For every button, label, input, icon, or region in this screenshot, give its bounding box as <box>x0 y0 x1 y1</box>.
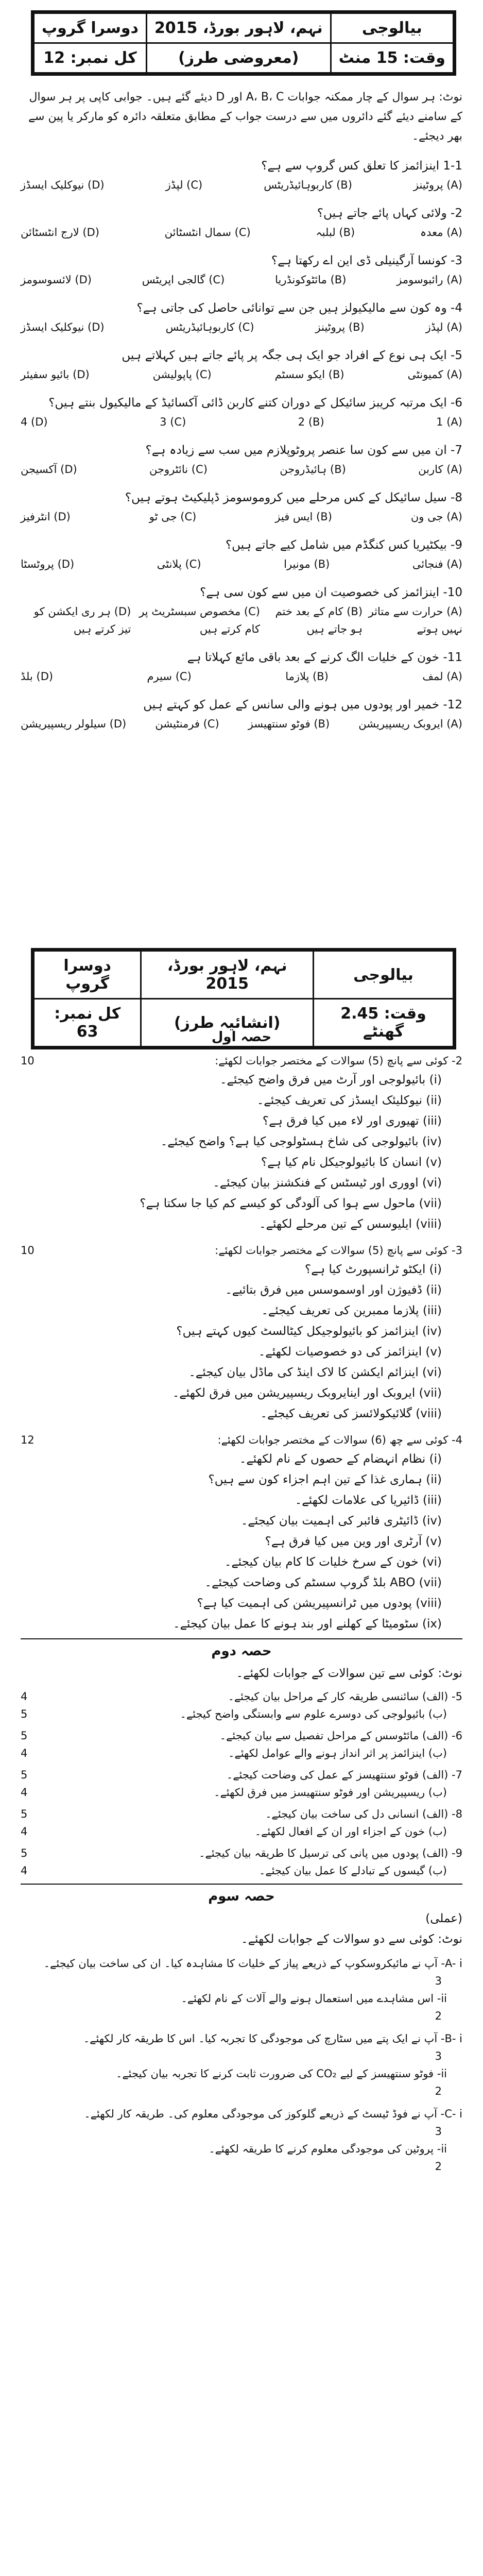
mcq-option: (B) 2 <box>298 416 324 428</box>
mcq-option: (B) ایکو سسٹم <box>274 368 344 381</box>
long-question-marks: 5 <box>21 1808 28 1820</box>
mcq-option: (B) مونیرا <box>284 558 330 570</box>
mcq-option: (A) فنجائی <box>412 558 462 570</box>
practical-marks-row <box>21 1972 462 1990</box>
mcq-question: 6- ایک مرتبہ کریبز سائیکل کے دوران کتنے کاربن ڈائی آکسائیڈ کے مالیکیول بنتے ہیں؟ <box>48 396 462 410</box>
practical-marks: 3 <box>435 2125 442 2138</box>
practical-marks-row <box>21 2047 462 2065</box>
practical-part <box>21 2030 462 2047</box>
short-question-item: (iv) بائیولوجی کی شاخ ہسٹولوجی کیا ہے؟ واضح کیجئے۔ <box>160 1135 442 1148</box>
subject-title: بیالوجی <box>314 951 454 999</box>
mcq-option: (B) فوٹو سنتھیسز <box>248 718 330 730</box>
subject-title: بیالوجی <box>331 13 453 43</box>
long-question <box>21 1766 462 1801</box>
question-marks: 10 <box>21 1244 34 1257</box>
short-question-item: (iv) ڈائیٹری فائبر کی اہمیت بیان کیجئے۔ <box>240 1514 442 1528</box>
long-question-marks: 4 <box>21 1690 28 1703</box>
mcq-option: (B) مائٹوکونڈریا <box>275 274 347 286</box>
mcq-option: (C) سمال انٹسٹائن <box>164 226 251 239</box>
practical-marks: 3 <box>435 2050 442 2062</box>
mcq-option: (C) لپڈز <box>165 179 203 191</box>
objective-header <box>31 10 456 76</box>
short-question-item: (ix) سٹومیٹا کے کھلنے اور بند ہونے کا عمل بیان کیجئے۔ <box>173 1617 442 1631</box>
short-question-block <box>21 1431 462 1634</box>
time-label: وقت: 2.45 گھنٹے <box>314 999 454 1047</box>
short-question-item: (v) اینزائمز کی دو خصوصیات لکھئے۔ <box>258 1345 442 1359</box>
mcq-option: (C) 3 <box>160 416 186 428</box>
short-question-item: (viii) گلائیکولائسز کی تعریف کیجئے۔ <box>260 1407 442 1420</box>
mcq-option: (C) پلانٹی <box>157 558 201 570</box>
board-year: نہم، لاہور بورڈ، 2015 <box>141 951 314 999</box>
long-questions <box>21 1688 462 1879</box>
long-question-part <box>21 1705 462 1723</box>
long-question-marks: 5 <box>21 1708 28 1720</box>
mcq-question: 7- ان میں سے کون سا عنصر پروٹوپلازم میں سب سے زیادہ ہے؟ <box>145 444 462 457</box>
mcq-option: (D) ہر ری ایکشن کو تیز کرتے ہیں <box>33 605 131 635</box>
mcq-item <box>21 393 462 431</box>
mcq-question: 8- سیل سائیکل کے کس مرحلے میں کروموسومز ڈپلیکیٹ ہوتے ہیں؟ <box>125 491 462 504</box>
mcq-option: (A) کمیونٹی <box>407 368 462 381</box>
short-question-item: (ii) نیوکلیئک ایسڈز کی تعریف کیجئے۔ <box>256 1094 442 1107</box>
mcq-list <box>21 156 462 733</box>
long-question-part <box>21 1844 462 1862</box>
short-question-item: (ii) ڈفیوژن اور اوسموسس میں فرق بتائیے۔ <box>225 1283 442 1297</box>
mcq-option: (A) جی ون <box>410 511 462 523</box>
long-question-text: 9- (الف) پودوں میں پانی کی ترسیل کا طریقہ بیان کیجئے۔ <box>199 1847 462 1859</box>
mcq-item <box>21 647 462 685</box>
mcq-options <box>21 603 462 638</box>
long-question-text: 6- (الف) مائٹوسس کے مراحل تفصیل سے بیان کیجئے۔ <box>219 1730 462 1742</box>
mcq-option: (B) پلازما <box>285 670 329 683</box>
board-year: نہم، لاہور بورڈ، 2015 <box>146 13 331 43</box>
short-questions <box>21 1052 462 1634</box>
short-question-item: (v) آرٹری اور وین میں کیا فرق ہے؟ <box>265 1535 442 1548</box>
objective-section <box>21 88 462 733</box>
long-question-marks: 4 <box>21 1825 28 1838</box>
total-marks: کل نمبر: 63 <box>34 999 141 1047</box>
divider <box>21 1638 462 1639</box>
practical-text: ii- اس مشاہدے میں استعمال ہونے والے آلات کے نام لکھئے۔ <box>181 1992 447 2005</box>
mcq-option: (D) لائسوسومز <box>21 274 92 286</box>
mcq-option: (B) کاربوہائیڈریٹس <box>264 179 352 191</box>
mcq-option: (B) لبلبہ <box>316 226 355 239</box>
mcq-option: (A) معدہ <box>420 226 462 239</box>
short-question-item: (iii) ڈائیریا کی علامات لکھئے۔ <box>295 1494 442 1507</box>
mcq-option: (B) پروٹینز <box>315 321 365 333</box>
practical-question <box>21 1955 462 2025</box>
practical-questions <box>21 1955 462 2175</box>
long-question-text: 5- (الف) سائنسی طریقہ کار کے مراحل بیان کیجئے۔ <box>228 1690 462 1703</box>
mcq-question: 10- اینزائمز کی خصوصیت ان میں سے کون سی ہے؟ <box>200 586 462 599</box>
practical-text: ii- پروٹین کی موجودگی معلوم کرنے کا طریقہ لکھئے۔ <box>209 2143 447 2155</box>
practical-text: ii- فوٹو سنتھیسز کے لیے CO₂ کی ضرورت ثابت کرنے کا تجربہ بیان کیجئے۔ <box>116 2067 447 2080</box>
short-question-item: (vii) ماحول سے ہوا کی آلودگی کو کیسے کم کیا جا سکتا ہے؟ <box>140 1197 442 1210</box>
mcq-question: 11- خون کے خلیات الگ کرنے کے بعد باقی مائع کہلاتا ہے <box>187 651 462 664</box>
short-question-heading <box>21 1052 462 1070</box>
mcq-options <box>21 715 462 733</box>
long-question-text: (ب) خون کے اجزاء اور ان کے افعال لکھئے۔ <box>254 1825 447 1838</box>
short-question-item: (i) بائیولوجی اور آرٹ میں فرق واضح کیجئے۔ <box>220 1073 442 1087</box>
mcq-question: 1-1 اینزائمز کا تعلق کس گروپ سے ہے؟ <box>261 159 462 173</box>
mcq-option: (D) بلڈ <box>21 670 54 683</box>
part1-title: حصہ اول <box>211 1029 272 1045</box>
mcq-item <box>21 298 462 336</box>
long-question-marks: 5 <box>21 1730 28 1742</box>
long-question <box>21 1688 462 1723</box>
divider <box>21 1884 462 1885</box>
mcq-options <box>21 366 462 383</box>
long-question-text: (ب) ریسپیریشن اور فوٹو سنتھیسز میں فرق لکھئے۔ <box>214 1786 447 1799</box>
mcq-options <box>21 461 462 478</box>
practical-marks-row <box>21 2123 462 2140</box>
long-question-text: (ب) گیسوں کے تبادلے کا عمل بیان کیجئے۔ <box>259 1865 447 1877</box>
mcq-option: (A) لمف <box>422 670 462 683</box>
mcq-option: (B) ہائیڈروجن <box>280 463 346 476</box>
long-question-part <box>21 1688 462 1705</box>
mcq-item <box>21 582 462 638</box>
short-question-item: (iv) اینزائمز کو بائیولوجیکل کیٹالسٹ کیوں کہتے ہیں؟ <box>176 1325 442 1338</box>
short-question-item: (vi) اینزائم ایکشن کا لاک اینڈ کی ماڈل بیان کیجئے۔ <box>188 1366 442 1379</box>
mcq-options <box>21 176 462 194</box>
practical-marks: 2 <box>435 2160 442 2173</box>
mcq-option: (D) نیوکلیک ایسڈز <box>21 179 105 191</box>
short-question-item: (ii) ہماری غذا کے تین اہم اجزاء کون سے ہیں؟ <box>208 1473 442 1486</box>
mcq-options <box>21 508 462 526</box>
short-question-block <box>21 1052 462 1234</box>
subjective-section <box>21 1025 462 2175</box>
mcq-options <box>21 668 462 685</box>
long-question-marks: 5 <box>21 1769 28 1781</box>
practical-part <box>21 2065 462 2082</box>
mcq-option: (B) کام کے بعد ختم ہو جاتے ہیں <box>275 605 363 635</box>
practical-text: C- i- آپ نے فوڈ ٹیسٹ کے ذریعے گلوکوز کی موجودگی معلوم کی۔ طریقہ کار لکھئے۔ <box>84 2108 462 2120</box>
part2-note: نوٹ: کوئی سے تین سوالات کے جوابات لکھئے۔ <box>236 1667 462 1680</box>
mcq-question: 9- بیکٹیریا کس کنگڈم میں شامل کیے جاتے ہیں؟ <box>225 538 462 552</box>
mcq-item <box>21 345 462 383</box>
mcq-item <box>21 440 462 478</box>
practical-marks: 2 <box>435 2010 442 2022</box>
practical-marks-row <box>21 2007 462 2025</box>
long-question-text: 8- (الف) انسانی دل کی ساخت بیان کیجئے۔ <box>265 1808 462 1820</box>
practical-text: B- i- آپ نے ایک پتے میں سٹارچ کی موجودگی کا تجربہ کیا۔ اس کا طریقہ کار لکھئے۔ <box>83 2032 462 2045</box>
total-marks: کل نمبر: 12 <box>34 43 147 73</box>
short-question-item: (i) ایکٹو ٹرانسپورٹ کیا ہے؟ <box>305 1263 442 1276</box>
short-question-item: (viii) پودوں میں ٹرانسپیریشن کی اہمیت کیا ہے؟ <box>197 1597 442 1610</box>
short-question-item: (iii) پلازما ممبرین کی تعریف کیجئے۔ <box>261 1304 442 1317</box>
long-question-text: (ب) بائیولوجی کی دوسرے علوم سے وابستگی واضح کیجئے۔ <box>180 1708 447 1720</box>
mcq-question: 3- کونسا آرگینیلی ڈی این اے رکھتا ہے؟ <box>271 254 462 267</box>
mcq-item <box>21 156 462 194</box>
mcq-option: (D) لارج انٹسٹائن <box>21 226 99 239</box>
mcq-option: (B) ایس فیز <box>275 511 332 523</box>
mcq-option: (A) کاربن <box>418 463 462 476</box>
long-question <box>21 1844 462 1879</box>
mcq-question: 4- وہ کون سے مالیکیولز ہیں جن سے توانائی حاصل کی جاتی ہے؟ <box>136 301 462 315</box>
question-instruction: 3- کوئی سے پانچ (5) سوالات کے مختصر جوابات لکھئے: <box>215 1244 462 1257</box>
mcq-option: (A) رائبوسومز <box>396 274 462 286</box>
practical-marks: 2 <box>435 2085 442 2097</box>
short-question-item: (vi) اووری اور ٹیسٹس کے فنکشنز بیان کیجئے۔ <box>213 1176 442 1190</box>
mcq-option: (D) انٹرفیز <box>21 511 71 523</box>
mcq-option: (C) کاربوہائیڈریٹس <box>165 321 254 333</box>
mcq-option: (D) سیلولر ریسپیریشن <box>21 718 127 730</box>
long-question-part <box>21 1862 462 1879</box>
mcq-option: (C) جی ٹو <box>149 511 197 523</box>
practical-part <box>21 1990 462 2007</box>
part3-title: حصہ سوم <box>208 1889 275 1904</box>
mcq-item <box>21 694 462 733</box>
mcq-option: (D) نیوکلیک ایسڈز <box>21 321 105 333</box>
long-question-marks: 4 <box>21 1747 28 1759</box>
long-question-text: 7- (الف) فوٹو سنتھیسز کے عمل کی وضاحت کیجئے۔ <box>226 1769 462 1781</box>
short-question-item: (vii) ایروبک اور اینایروبک ریسپیریشن میں فرق لکھئے۔ <box>172 1386 442 1400</box>
mcq-item <box>21 535 462 573</box>
part3-sub: (عملی) <box>425 1912 462 1925</box>
mcq-option: (D) 4 <box>21 416 48 428</box>
short-question-item: (vi) خون کے سرخ خلیات کا کام بیان کیجئے۔ <box>224 1555 442 1569</box>
long-question <box>21 1805 462 1840</box>
question-marks: 12 <box>21 1434 34 1446</box>
short-question-item: (v) انسان کا بائیولوجیکل نام کیا ہے؟ <box>261 1156 442 1169</box>
group-label: دوسرا گروپ <box>34 951 141 999</box>
mcq-option: (C) فرمنٹیشن <box>155 718 219 730</box>
mcq-question: 5- ایک ہی نوع کے افراد جو ایک ہی جگہ پر پائے جاتے ہیں کہلاتے ہیں <box>122 349 462 362</box>
long-question-marks: 4 <box>21 1786 28 1799</box>
mcq-options <box>21 413 462 431</box>
mcq-item <box>21 250 462 289</box>
mcq-item <box>21 203 462 241</box>
long-question-part <box>21 1805 462 1823</box>
mcq-option: (A) لپڈز <box>425 321 462 333</box>
question-instruction: 4- کوئی سے چھ (6) سوالات کے مختصر جوابات لکھئے: <box>217 1434 462 1446</box>
long-question <box>21 1727 462 1762</box>
mcq-option: (D) پروٹسٹا <box>21 558 75 570</box>
mcq-options <box>21 224 462 241</box>
mcq-options <box>21 555 462 573</box>
practical-marks-row <box>21 2158 462 2175</box>
long-question-part <box>21 1823 462 1840</box>
short-question-item: (viii) ایلیوسس کے تین مرحلے لکھئے۔ <box>259 1217 442 1231</box>
mcq-option: (A) حرارت سے متاثر نہیں ہوتے <box>368 605 462 635</box>
long-question-part <box>21 1727 462 1744</box>
mcq-option: (A) پروٹینز <box>413 179 462 191</box>
mcq-option: (C) گالجی اپریٹس <box>142 274 225 286</box>
mcq-item <box>21 487 462 526</box>
mcq-option: (C) مخصوص سبسٹریٹ پر کام کرتے ہیں <box>139 605 260 635</box>
long-question-part <box>21 1784 462 1801</box>
short-question-block <box>21 1242 462 1424</box>
long-question-part <box>21 1766 462 1784</box>
mcq-option: (D) آکسیجن <box>21 463 77 476</box>
practical-part <box>21 2105 462 2123</box>
part3-note: نوٹ: کوئی سے دو سوالات کے جوابات لکھئے۔ <box>241 1933 462 1946</box>
mcq-options <box>21 271 462 289</box>
long-question-marks: 4 <box>21 1865 28 1877</box>
practical-part <box>21 1955 462 1972</box>
objective-note: نوٹ: ہر سوال کے چار ممکنہ جوابات A، B، C اور D دیئے گئے ہیں۔ جوابی کاپی پر ہر سوال کے سامنے دیئے گئے دائروں میں سے درست جواب کے مطابق متعلقہ دائرہ کو مارکر یا پین سے بھر دیجئے۔ <box>28 91 462 143</box>
long-question-part <box>21 1744 462 1762</box>
mcq-option: (C) سیرم <box>147 670 192 683</box>
practical-text: A- i- آپ نے مائیکروسکوپ کے ذریعے پیاز کے خلیات کا مشاہدہ کیا۔ ان کی ساخت بیان کیجئے۔ <box>43 1957 462 1970</box>
mcq-options <box>21 318 462 336</box>
mcq-option: (A) ایروبک ریسپیریشن <box>358 718 462 730</box>
mcq-option: (C) نائٹروجن <box>149 463 208 476</box>
long-question-marks: 5 <box>21 1847 28 1859</box>
short-question-heading <box>21 1242 462 1259</box>
question-instruction: 2- کوئی سے پانچ (5) سوالات کے مختصر جوابات لکھئے: <box>215 1055 462 1067</box>
mcq-option: (A) 1 <box>436 416 462 428</box>
mcq-option: (D) بائیو سفیئر <box>21 368 90 381</box>
short-question-item: (vii) ABO بلڈ گروپ سسٹم کی وضاحت کیجئے۔ <box>204 1576 442 1589</box>
group-label: دوسرا گروپ <box>34 13 147 43</box>
practical-marks: 3 <box>435 1975 442 1987</box>
short-question-heading <box>21 1431 462 1449</box>
question-marks: 10 <box>21 1055 34 1067</box>
short-question-item: (i) نظام انہضام کے حصوں کے نام لکھئے۔ <box>239 1452 442 1466</box>
time-label: وقت: 15 منٹ <box>331 43 453 73</box>
paper-type: (انشائیہ طرز) <box>141 999 314 1047</box>
practical-marks-row <box>21 2082 462 2100</box>
mcq-option: (C) پاپولیشن <box>152 368 212 381</box>
mcq-question: 12- خمیر اور پودوں میں ہونے والی سانس کے عمل کو کہتے ہیں <box>143 698 462 711</box>
paper-type: (معروضی طرز) <box>146 43 331 73</box>
short-question-item: (iii) تھیوری اور لاء میں کیا فرق ہے؟ <box>262 1114 442 1128</box>
practical-question <box>21 2105 462 2175</box>
practical-part <box>21 2140 462 2158</box>
practical-question <box>21 2030 462 2100</box>
long-question-text: (ب) اینزائمز پر اثر انداز ہونے والے عوامل لکھئے۔ <box>228 1747 447 1759</box>
mcq-question: 2- ولائی کہاں پائے جاتے ہیں؟ <box>317 207 462 220</box>
part2-title: حصہ دوم <box>211 1643 272 1659</box>
